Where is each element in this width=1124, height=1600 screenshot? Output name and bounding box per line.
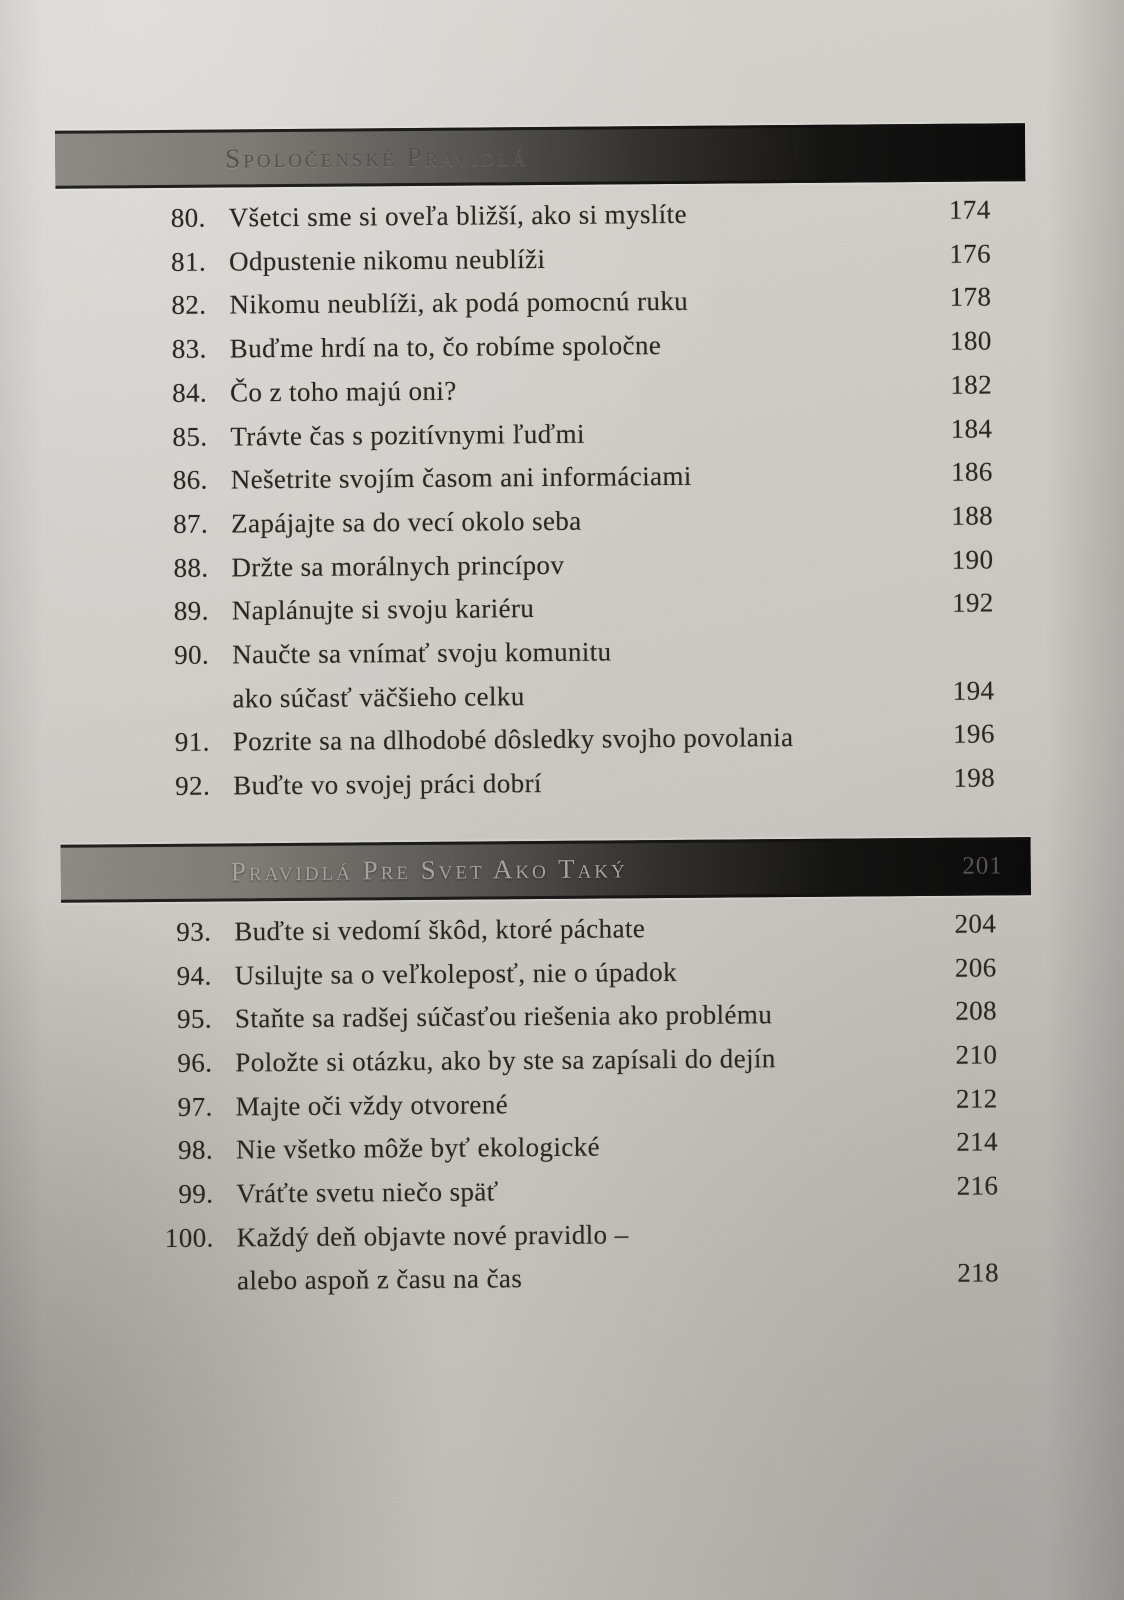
entry-number: 95. xyxy=(176,1003,213,1035)
entry-title xyxy=(231,454,870,503)
entry-number: 90. xyxy=(174,639,210,670)
toc-entries xyxy=(55,181,995,809)
entry-title-line: Zapájajte sa do vecí okolo seba xyxy=(230,505,582,539)
entry-page: 176 xyxy=(949,238,992,269)
entry-number: 86. xyxy=(172,464,208,496)
entry-number: 93. xyxy=(176,916,212,947)
toc-section xyxy=(61,837,1035,1305)
toc-entry xyxy=(60,759,995,810)
entry-title xyxy=(233,716,872,765)
toc-entry xyxy=(58,453,993,504)
entry-number: 82. xyxy=(171,290,207,321)
toc-entry xyxy=(63,1166,998,1217)
entry-number: 98. xyxy=(177,1134,214,1166)
toc-entry xyxy=(57,365,992,416)
entry-title-line: Položte si otázku, ako by ste sa zapísali do dejín xyxy=(235,1043,776,1078)
entry-title-line: Buďte si vedomí škôd, ktoré páchate xyxy=(234,913,646,947)
entry-page: 208 xyxy=(955,995,998,1027)
entry-page: 190 xyxy=(951,544,994,575)
entry-title xyxy=(229,279,868,328)
entry-title-line: Majte oči vždy otvorené xyxy=(235,1088,509,1122)
entry-page: 198 xyxy=(953,762,996,793)
entry-title xyxy=(234,905,873,954)
entry-number: 100. xyxy=(164,1222,214,1253)
entry-title-line: Staňte sa radšej súčasťou riešenia ako problému xyxy=(234,999,773,1034)
toc-entry xyxy=(58,496,993,547)
entry-page: 178 xyxy=(949,281,992,313)
entry-title xyxy=(235,1036,874,1085)
entry-title xyxy=(234,949,873,998)
entry-title-line: Naučte sa vnímať svoju komunitu xyxy=(232,636,612,670)
entry-title-line: Trávte čas s pozitívnymi ľuďmi xyxy=(230,418,585,451)
toc-entry xyxy=(56,234,991,285)
entry-title xyxy=(236,1080,875,1129)
toc-entry xyxy=(62,1035,997,1086)
entry-page: 184 xyxy=(950,412,993,444)
entry-number: 99. xyxy=(178,1178,214,1209)
entry-title-line: ako súčasť väčšieho celku xyxy=(232,680,525,714)
toc-section xyxy=(55,123,1030,809)
entry-title-line: Nie všetko môže byť ekologické xyxy=(235,1131,601,1165)
entry-page: 210 xyxy=(955,1039,998,1070)
entry-number: 87. xyxy=(173,508,209,539)
entry-number: 91. xyxy=(174,727,210,758)
entry-page: 218 xyxy=(957,1257,1000,1289)
entry-number: 80. xyxy=(170,202,206,233)
entry-title-line: Všetci sme si oveľa bližší, ako si myslíte xyxy=(228,198,688,233)
entry-title-line: Nikomu neublíži, ak podá pomocnú ruku xyxy=(229,286,689,320)
toc-entry xyxy=(60,715,995,766)
entry-title-line: alebo aspoň z času na čas xyxy=(236,1263,523,1296)
entry-number: 97. xyxy=(177,1091,213,1122)
toc-entry xyxy=(61,948,996,999)
entry-title-line: Odpustenie nikomu neublíži xyxy=(228,243,546,277)
toc-entry xyxy=(58,540,993,591)
section-header-bar xyxy=(55,123,1025,189)
entry-title-line: Držte sa morálnych princípov xyxy=(231,549,565,583)
entry-title xyxy=(231,541,870,590)
toc-entries xyxy=(61,895,999,1305)
entry-page: 204 xyxy=(954,908,997,939)
entry-page: 186 xyxy=(950,456,993,488)
entry-number: 85. xyxy=(172,421,208,452)
toc-entry xyxy=(56,190,991,241)
toc-content xyxy=(55,123,1034,1305)
entry-page: 196 xyxy=(952,718,995,750)
entry-title xyxy=(232,585,871,634)
entry-title-line: Buďme hrdí na to, čo robíme spoločne xyxy=(229,330,662,364)
toc-entry xyxy=(57,322,992,373)
entry-title xyxy=(230,366,869,415)
entry-number: 92. xyxy=(175,770,211,802)
entry-page: 188 xyxy=(951,500,994,531)
entry-title xyxy=(236,1167,875,1216)
toc-entry xyxy=(63,1079,998,1130)
entry-page: 182 xyxy=(950,369,993,400)
entry-title xyxy=(235,993,874,1042)
entry-title-line: Nešetrite svojím časom ani informáciami xyxy=(230,461,692,495)
entry-title xyxy=(232,628,872,720)
toc-entry xyxy=(62,992,997,1043)
toc-entry xyxy=(61,904,996,955)
entry-page: 212 xyxy=(955,1083,998,1114)
entry-page: 206 xyxy=(954,951,997,983)
toc-entry xyxy=(57,409,992,460)
entry-number: 89. xyxy=(173,595,209,627)
entry-page: 192 xyxy=(951,587,994,619)
entry-title-line: Usilujte sa o veľkoleposť, nie o úpadok xyxy=(234,956,678,990)
entry-page: 194 xyxy=(952,675,995,706)
section-page-number: 201 xyxy=(962,852,1003,880)
entry-title-line: Naplánujte si svoju kariéru xyxy=(231,593,535,626)
entry-title xyxy=(230,410,869,459)
entry-number: 88. xyxy=(173,552,209,583)
toc-entry xyxy=(64,1210,1000,1305)
entry-title-line: Vráťte svetu niečo späť xyxy=(236,1176,499,1209)
toc-entry xyxy=(59,584,994,635)
entry-title-line: Pozrite sa na dlhodobé dôsledky svojho povolania xyxy=(232,722,794,757)
entry-number: 83. xyxy=(171,333,207,365)
section-header-bar xyxy=(61,837,1031,903)
entry-number: 84. xyxy=(172,377,208,408)
entry-title xyxy=(229,235,868,284)
entry-number: 81. xyxy=(170,246,207,277)
entry-title xyxy=(236,1124,875,1173)
toc-entry xyxy=(63,1123,998,1174)
section-title: Pravidlá Pre Svet Ako Taký xyxy=(230,853,628,887)
entry-page: 180 xyxy=(949,325,992,356)
entry-title-line: Buďte vo svojej práci dobrí xyxy=(233,768,542,801)
entry-title-line: Čo z toho majú oni? xyxy=(229,375,457,408)
entry-title-line: Každý deň objavte nové pravidlo – xyxy=(236,1219,629,1253)
entry-title xyxy=(230,323,869,372)
entry-title xyxy=(229,191,868,240)
toc-entry xyxy=(59,627,995,722)
entry-page: 214 xyxy=(956,1126,999,1158)
entry-title xyxy=(237,1211,877,1303)
entry-title xyxy=(231,497,870,546)
section-title: Spoločenské Pravidlá xyxy=(225,140,529,173)
entry-number: 96. xyxy=(177,1047,213,1078)
entry-page: 216 xyxy=(956,1170,999,1201)
entry-title xyxy=(233,760,872,809)
entry-page: 174 xyxy=(948,194,991,225)
entry-number: 94. xyxy=(176,960,212,991)
toc-entry xyxy=(56,278,991,329)
